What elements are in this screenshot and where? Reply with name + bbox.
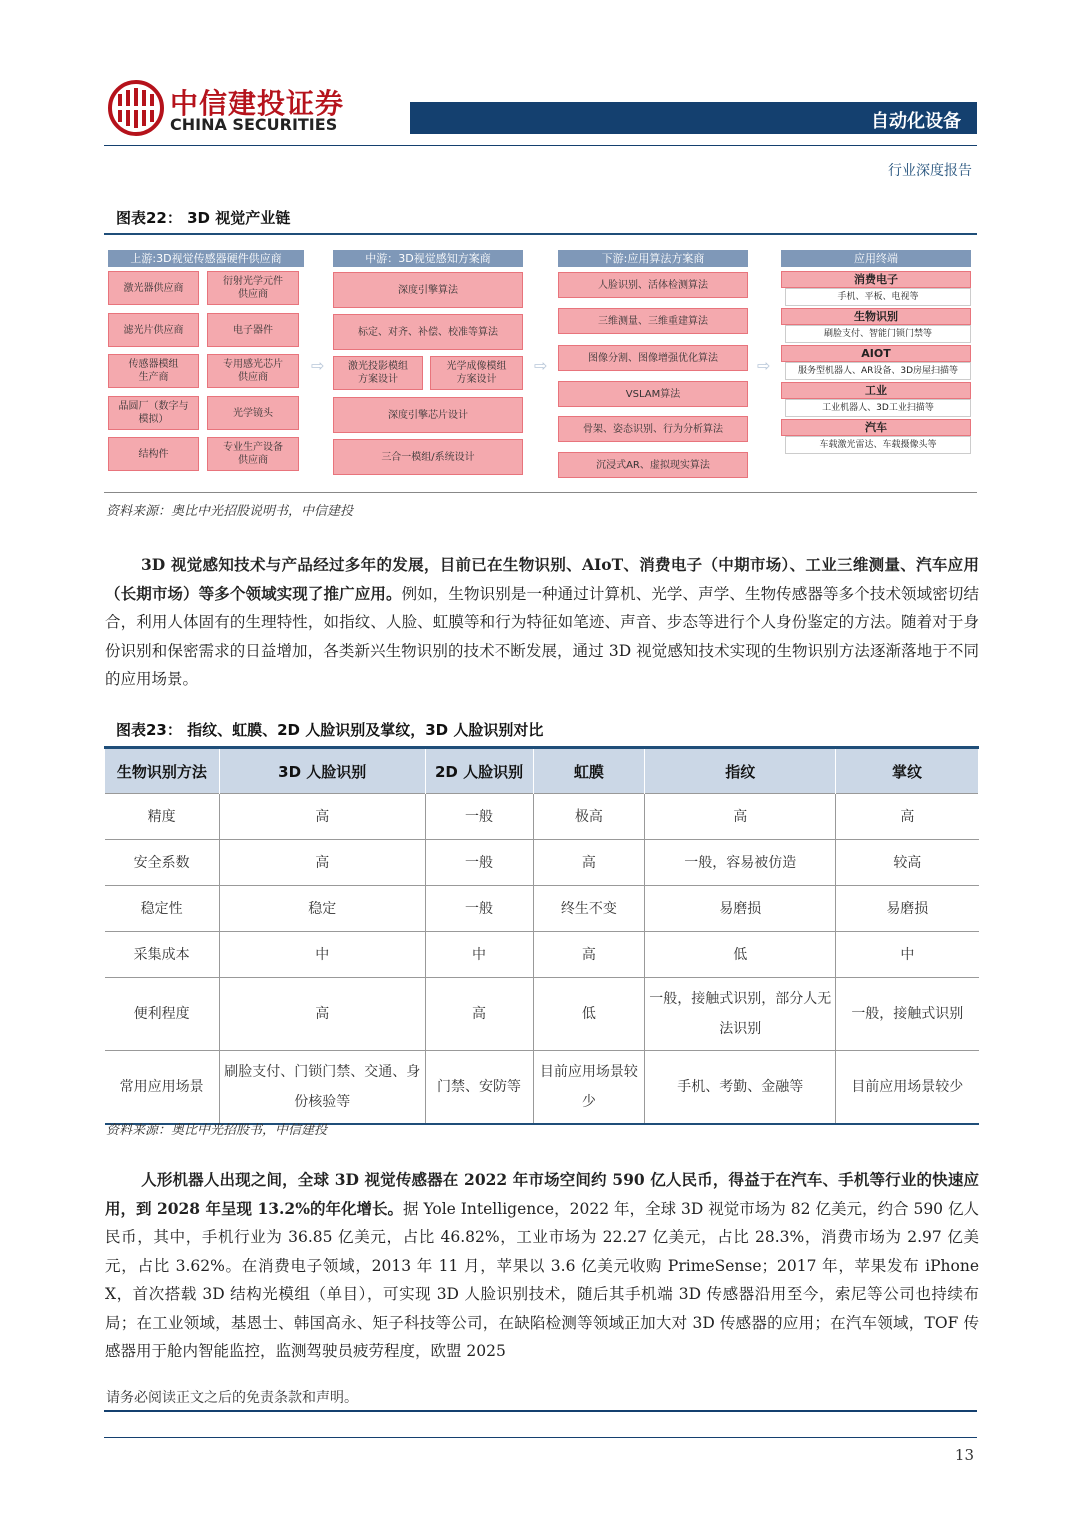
- table-cell: 高: [219, 840, 425, 886]
- comparison-table: [104, 746, 979, 1125]
- table-row: [105, 978, 979, 1051]
- chain-box: VSLAM算法: [558, 381, 748, 407]
- paragraph-2: [105, 1166, 979, 1366]
- paragraph-2-text: 据 Yole Intelligence，2022 年，全球 3D 视觉市场为 82 亿美元，约合 590 亿人民币，其中，手机行业为 36.85 亿美元，占比 46.82%，工业市场为 22.27 亿美元，占比 28.3%，消费市场为 2.97 亿美元，占比 3.62%。在消费电子领域，2013 年 11 月，苹果以 3.6 亿美元收购 PrimeSense；2017 年，苹果发布 iPhone X，首次搭载 3D 结构光模组（单目），可实现 3D 人脸识别技术，随后其手机端 3D 传感器沿用至今，索尼等公司也持续布局；在工业领域，基恩士、韩国高永、矩子科技等公司，在缺陷检测等领域正加大对 3D 传感器的应用；在汽车领域，TOF 传感器用于舱内智能监控，监测驾驶员疲劳程度，欧盟 2025: [105, 1199, 979, 1360]
- table-cell: 易磨损: [645, 886, 836, 932]
- table-cell: 便利程度: [105, 978, 220, 1051]
- table-header: 虹膜: [533, 748, 645, 794]
- table-header: 2D 人脸识别: [425, 748, 533, 794]
- chain-box: 光学镜头: [207, 396, 299, 430]
- terminal-examples: 车载激光雷达、车载摄像头等: [785, 436, 971, 454]
- chain-box: 传感器模组 生产商: [108, 354, 199, 388]
- table-row: [105, 932, 979, 978]
- flow-arrow-icon: ⇨: [757, 356, 771, 375]
- terminal-category: 消费电子: [781, 271, 971, 288]
- table-cell: 高: [425, 978, 533, 1051]
- sector-bar: [410, 102, 977, 134]
- terminal-examples: 手机、平板、电视等: [785, 288, 971, 306]
- paragraph-2-bold: 人形机器人出现之间，全球 3D 视觉传感器在 2022 年市场空间约 590 亿人民币，得益于在汽车、手机等行业的快速应用，到 2028 年呈现 13.2%的年化增长。: [105, 1170, 979, 1218]
- chain-box: 三合一模组/系统设计: [333, 439, 523, 475]
- flow-arrow-icon: ⇨: [311, 356, 325, 375]
- table-cell: 一般: [425, 886, 533, 932]
- table-cell: 一般，容易被仿造: [645, 840, 836, 886]
- table-cell: 高: [533, 932, 645, 978]
- chain-box: 光学成像模组 方案设计: [430, 356, 523, 390]
- table-cell: 较高: [836, 840, 979, 886]
- paragraph-1: [105, 551, 979, 694]
- chain-box: 电子器件: [207, 313, 299, 347]
- table-cell: 高: [533, 840, 645, 886]
- chain-box: 激光器供应商: [108, 271, 199, 305]
- table-row: [105, 1051, 979, 1125]
- table-cell: 目前应用场景较少: [533, 1051, 645, 1125]
- table-row: [105, 794, 979, 840]
- chain-box: 深度引擎芯片设计: [333, 397, 523, 433]
- chain-box: 结构件: [108, 437, 199, 471]
- disclaimer: 请务必阅读正文之后的免责条款和声明。: [106, 1390, 358, 1406]
- table-header: 指纹: [645, 748, 836, 794]
- chain-box: 晶圆厂（数字与 模拟）: [108, 396, 199, 430]
- table-cell: 中: [219, 932, 425, 978]
- table-cell: 中: [425, 932, 533, 978]
- chain-column-header: 应用终端: [781, 250, 971, 267]
- terminal-examples: 工业机器人、3D工业扫描等: [785, 399, 971, 417]
- table-row: [105, 840, 979, 886]
- chain-column-header: 上游:3D视觉传感器硬件供应商: [108, 250, 304, 267]
- terminal-category: 汽车: [781, 419, 971, 436]
- table-cell: 目前应用场景较少: [836, 1051, 979, 1125]
- table-cell: 高: [219, 978, 425, 1051]
- table-cell: 一般，接触式识别: [836, 978, 979, 1051]
- logo-cn: 中信建投证券: [170, 87, 345, 120]
- chain-box: 专业生产设备 供应商: [207, 437, 299, 471]
- chain-box: 深度引擎算法: [333, 272, 523, 308]
- table-cell: 极高: [533, 794, 645, 840]
- table-cell: 中: [836, 932, 979, 978]
- table-cell: 高: [645, 794, 836, 840]
- chain-box: 滤光片供应商: [108, 313, 199, 347]
- chain-box: 图像分割、图像增强优化算法: [558, 345, 748, 371]
- figure23-source: 资料来源：奥比中光招股书，中信建投: [106, 1123, 328, 1138]
- chain-column-header: 中游：3D视觉感知方案商: [333, 250, 523, 267]
- table-cell: 刷脸支付、门锁门禁、交通、身份核验等: [219, 1051, 425, 1125]
- chain-box: 三维测量、三维重建算法: [558, 308, 748, 334]
- table-header: 生物识别方法: [105, 748, 220, 794]
- table-cell: 一般: [425, 794, 533, 840]
- figure22-bottom-line: [104, 492, 977, 493]
- industry-chain-diagram: [104, 244, 977, 484]
- sector-title: 自动化设备: [871, 111, 961, 132]
- chain-box: 骨架、姿态识别、行为分析算法: [558, 416, 748, 442]
- terminal-category: AIOT: [781, 345, 971, 362]
- chain-box: 沉浸式AR、虚拟现实算法: [558, 452, 748, 478]
- paragraph-1-text: 例如，生物识别是一种通过计算机、光学、声学、生物传感器等多个技术领域密切结合，利用人体固有的生理特性，如指纹、人脸、虹膜等和行为特征如笔迹、声音、步态等进行个人身份鉴定的方法。随着对于身份识别和保密需求的日益增加，各类新兴生物识别的技术不断发展，通过 3D 视觉感知技术实现的生物识别方法逐渐落地于不同的应用场景。: [105, 584, 979, 688]
- table-cell: 稳定性: [105, 886, 220, 932]
- table-header: 掌纹: [836, 748, 979, 794]
- flow-arrow-icon: ⇨: [534, 356, 548, 375]
- table-cell: 采集成本: [105, 932, 220, 978]
- table-header: 3D 人脸识别: [219, 748, 425, 794]
- logo-en: CHINA SECURITIES: [170, 115, 338, 134]
- table-cell: 一般: [425, 840, 533, 886]
- figure22-source: 资料来源：奥比中光招股说明书，中信建投: [106, 504, 354, 519]
- table-cell: 手机、考勤、金融等: [645, 1051, 836, 1125]
- table-header-row: [105, 748, 979, 794]
- table-cell: 安全系数: [105, 840, 220, 886]
- footer-divider-2: [104, 1437, 977, 1438]
- report-type: 行业深度报告: [888, 163, 972, 179]
- table-cell: 稳定: [219, 886, 425, 932]
- table-cell: 易磨损: [836, 886, 979, 932]
- chain-box: 人脸识别、活体检测算法: [558, 272, 748, 298]
- chain-box: 激光投影模组 方案设计: [333, 356, 423, 390]
- terminal-examples: 刷脸支付、智能门锁门禁等: [785, 325, 971, 343]
- page-number: 13: [954, 1446, 974, 1464]
- paragraph-1-bold: 3D 视觉感知技术与产品经过多年的发展，目前已在生物识别、AIoT、消费电子（中期市场）、工业三维测量、汽车应用（长期市场）等多个领域实现了推广应用。: [105, 555, 979, 603]
- terminal-category: 工业: [781, 382, 971, 399]
- terminal-category: 生物识别: [781, 308, 971, 325]
- logo-icon: [108, 80, 164, 136]
- figure22-top-line: [104, 233, 977, 235]
- table-cell: 门禁、安防等: [425, 1051, 533, 1125]
- table-cell: 低: [533, 978, 645, 1051]
- footer-divider: [104, 1410, 977, 1412]
- chain-box: 标定、对齐、补偿、校准等算法: [333, 314, 523, 350]
- table-cell: 高: [219, 794, 425, 840]
- figure22-title: 图表22： 3D 视觉产业链: [116, 209, 291, 227]
- table-cell: 高: [836, 794, 979, 840]
- table-cell: 低: [645, 932, 836, 978]
- chain-box: 衍射光学元件 供应商: [207, 271, 299, 305]
- table-cell: 一般，接触式识别，部分人无法识别: [645, 978, 836, 1051]
- terminal-examples: 服务型机器人、AR设备、3D房屋扫描等: [785, 362, 971, 380]
- table-cell: 常用应用场景: [105, 1051, 220, 1125]
- table-cell: 终生不变: [533, 886, 645, 932]
- chain-box: 专用感光芯片 供应商: [207, 354, 299, 388]
- chain-column-header: 下游:应用算法方案商: [558, 250, 748, 267]
- figure23-title: 图表23： 指纹、虹膜、2D 人脸识别及掌纹，3D 人脸识别对比: [116, 721, 544, 739]
- table-cell: 精度: [105, 794, 220, 840]
- table-row: [105, 886, 979, 932]
- header-divider: [104, 145, 977, 146]
